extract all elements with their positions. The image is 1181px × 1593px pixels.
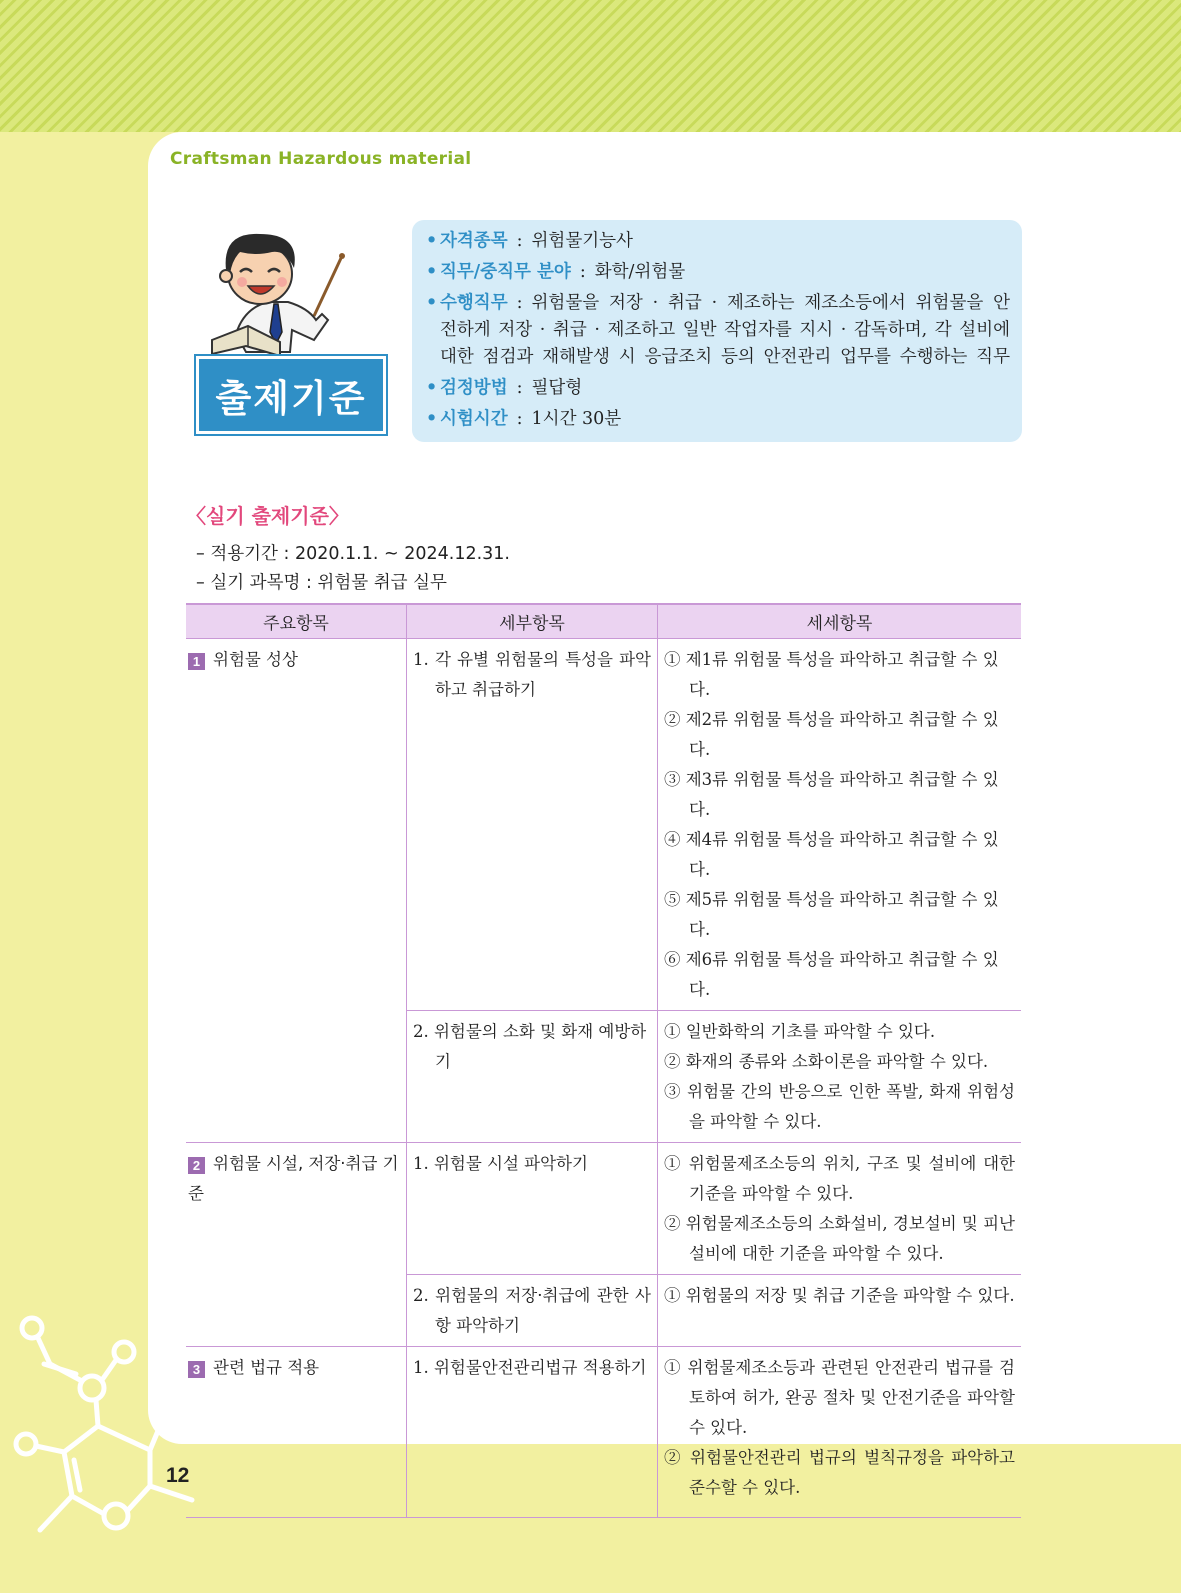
- detail-item: ④ 제4류 위험물 특성을 파악하고 취급할 수 있다.: [664, 830, 999, 879]
- sub-item-text: 1. 위험물 시설 파악하기: [413, 1154, 588, 1173]
- detail-item: ③ 위험물 간의 반응으로 인한 폭발, 화재 위험성을 파악할 수 있다.: [664, 1082, 1015, 1131]
- practical-subject: – 실기 과목명 : 위험물 취급 실무: [196, 573, 447, 593]
- sub-item: [407, 1143, 658, 1275]
- teacher-mascot-illustration: [196, 222, 356, 362]
- detail-item: ⑤ 제5류 위험물 특성을 파악하고 취급할 수 있다.: [664, 890, 999, 939]
- table-header-row: [186, 604, 1021, 639]
- info-label: 시험시간: [440, 409, 508, 429]
- header-sub: 세부항목: [407, 604, 658, 639]
- info-label: 자격종목: [440, 231, 508, 251]
- detail-item: ① 위험물의 저장 및 취급 기준을 파악할 수 있다.: [664, 1286, 1015, 1305]
- bullet-icon: •: [426, 409, 438, 429]
- main-item-label: 위험물 시설, 저장·취급 기준: [188, 1154, 399, 1203]
- table-row: [186, 1347, 1021, 1518]
- detail-item: ① 위험물제조소등과 관련된 안전관리 법규를 검토하여 허가, 완공 절차 및 안전기준을 파악할 수 있다.: [664, 1358, 1015, 1437]
- info-value-line: 전하게 저장 · 취급 · 제조하고 일반 작업자를 지시 · 감독하며, 각 설비에: [440, 320, 1010, 340]
- detail-items: [658, 639, 1022, 1011]
- page-number: 12: [166, 1464, 190, 1487]
- info-value: 위험물기능사: [531, 231, 633, 251]
- detail-item: ③ 제3류 위험물 특성을 파악하고 취급할 수 있다.: [664, 770, 999, 819]
- info-value: 필답형: [531, 378, 583, 398]
- detail-item: ① 제1류 위험물 특성을 파악하고 취급할 수 있다.: [664, 650, 999, 699]
- sub-item-text: 2. 위험물의 저장·취급에 관한 사항 파악하기: [413, 1286, 651, 1335]
- detail-item: ② 위험물안전관리 법규의 벌칙규정을 파악하고 준수할 수 있다.: [664, 1448, 1015, 1497]
- detail-item: ⑥ 제6류 위험물 특성을 파악하고 취급할 수 있다.: [664, 950, 999, 999]
- info-separator: :: [579, 262, 586, 282]
- table-row: [186, 1143, 1021, 1275]
- header-main: 주요항목: [186, 604, 407, 639]
- bullet-icon: •: [426, 293, 438, 313]
- detail-items: [658, 1011, 1022, 1143]
- criteria-table: [186, 603, 1021, 1518]
- info-row-time: [426, 406, 1010, 433]
- detail-items: [658, 1275, 1022, 1347]
- exam-criteria-badge: [196, 356, 386, 434]
- sub-item: [407, 1347, 658, 1518]
- sub-item: [407, 639, 658, 1011]
- info-separator: :: [516, 293, 523, 313]
- detail-item: ② 위험물제조소등의 소화설비, 경보설비 및 피난설비에 대한 기준을 파악할 수 있다.: [664, 1214, 1015, 1263]
- info-row-field: [426, 259, 1010, 286]
- info-row-duty: [426, 290, 1010, 317]
- bullet-icon: •: [426, 262, 438, 282]
- exam-info-box: [412, 220, 1022, 442]
- info-label: 검정방법: [440, 378, 508, 398]
- detail-items: [658, 1143, 1022, 1275]
- sub-item-text: 1. 위험물안전관리법규 적용하기: [413, 1358, 647, 1377]
- detail-item: ② 제2류 위험물 특성을 파악하고 취급할 수 있다.: [664, 710, 999, 759]
- detail-item: ① 일반화학의 기초를 파악할 수 있다.: [664, 1022, 936, 1041]
- info-value: 화학/위험물: [594, 262, 686, 282]
- header-detail: 세세항목: [658, 604, 1022, 639]
- detail-item: ② 화재의 종류와 소화이론을 파악할 수 있다.: [664, 1052, 989, 1071]
- item-number-badge: 2: [188, 1157, 205, 1174]
- info-row-method: [426, 375, 1010, 402]
- item-number-badge: 1: [188, 653, 205, 670]
- info-value-line: 대한 점검과 재해발생 시 응급조치 등의 안전관리 업무를 수행하는 직무: [440, 347, 1010, 367]
- running-title: Craftsman Hazardous material: [170, 149, 472, 169]
- info-label: 직무/중직무 분야: [440, 262, 571, 282]
- table-row: [186, 639, 1021, 1011]
- item-number-badge: 3: [188, 1361, 205, 1378]
- practical-period: – 적용기간 : 2020.1.1. ~ 2024.12.31.: [196, 544, 510, 564]
- info-separator: :: [516, 231, 523, 251]
- main-item: [186, 1347, 407, 1518]
- main-item-label: 관련 법규 적용: [213, 1358, 320, 1377]
- info-label: 수행직무: [440, 293, 508, 313]
- info-value: 1시간 30분: [531, 409, 622, 429]
- badge-label: 출제기준: [215, 377, 367, 420]
- info-separator: :: [516, 409, 523, 429]
- main-item: [186, 1143, 407, 1347]
- sub-item-text: 2. 위험물의 소화 및 화재 예방하기: [413, 1022, 647, 1071]
- sub-item: [407, 1275, 658, 1347]
- practical-section-title: 〈실기 출제기준〉: [186, 504, 349, 528]
- sub-item: [407, 1011, 658, 1143]
- info-value-line: 위험물을 저장 · 취급 · 제조하는 제조소등에서 위험물을 안: [531, 293, 1010, 313]
- bullet-icon: •: [426, 378, 438, 398]
- molecule-decoration-icon: [0, 1300, 200, 1560]
- main-item: [186, 639, 407, 1143]
- info-separator: :: [516, 378, 523, 398]
- detail-items: [658, 1347, 1022, 1518]
- sub-item-text: 1. 각 유별 위험물의 특성을 파악하고 취급하기: [413, 650, 651, 699]
- main-item-label: 위험물 성상: [213, 650, 298, 669]
- info-row-qualification: [426, 228, 1010, 255]
- detail-item: ① 위험물제조소등의 위치, 구조 및 설비에 대한 기준을 파악할 수 있다.: [664, 1154, 1015, 1203]
- bullet-icon: •: [426, 231, 438, 251]
